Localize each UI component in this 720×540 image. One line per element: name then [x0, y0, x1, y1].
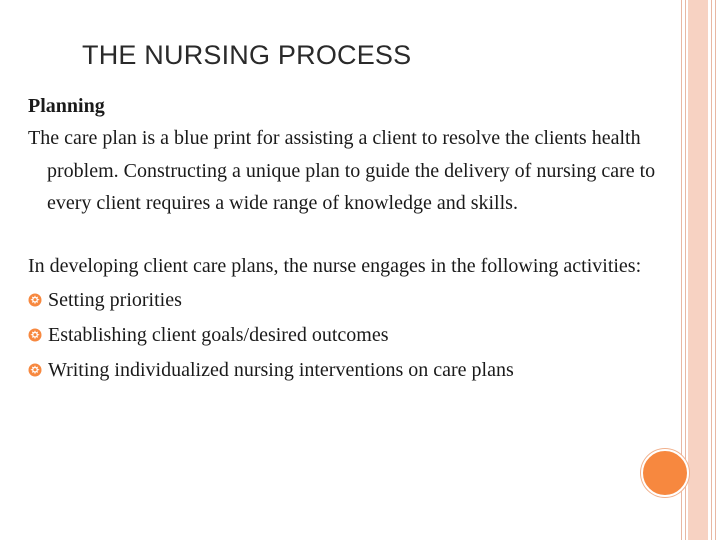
list-item-text: Writing individualized nursing interventions on care plans: [48, 358, 514, 381]
list-item: [28, 282, 668, 317]
list-item: [28, 317, 668, 352]
list-item-text: Setting priorities: [48, 288, 182, 311]
gear-bullet-icon: [28, 293, 42, 307]
decorative-border-band: [688, 0, 708, 540]
list-item: [28, 352, 668, 387]
activity-list: [28, 282, 668, 387]
slide-title: THE NURSING PROCESS: [82, 40, 412, 70]
paragraph-care-plan: The care plan is a blue print for assisting a client to resolve the clients health problem. Constructing a unique plan to guide the delivery of nursing care to every client requires a wide range of knowledge and skills.: [28, 127, 656, 214]
gear-bullet-icon: [28, 328, 42, 342]
decorative-orange-circle: [641, 449, 689, 497]
slide-body: [28, 90, 668, 387]
paragraph-activities: In developing client care plans, the nurse engages in the following activities:: [28, 254, 642, 277]
list-item-text: Establishing client goals/desired outcomes: [48, 323, 389, 346]
gear-bullet-icon: [28, 363, 42, 377]
decorative-border-line: [715, 0, 716, 540]
section-heading: Planning: [28, 95, 105, 117]
decorative-border-line: [711, 0, 712, 540]
